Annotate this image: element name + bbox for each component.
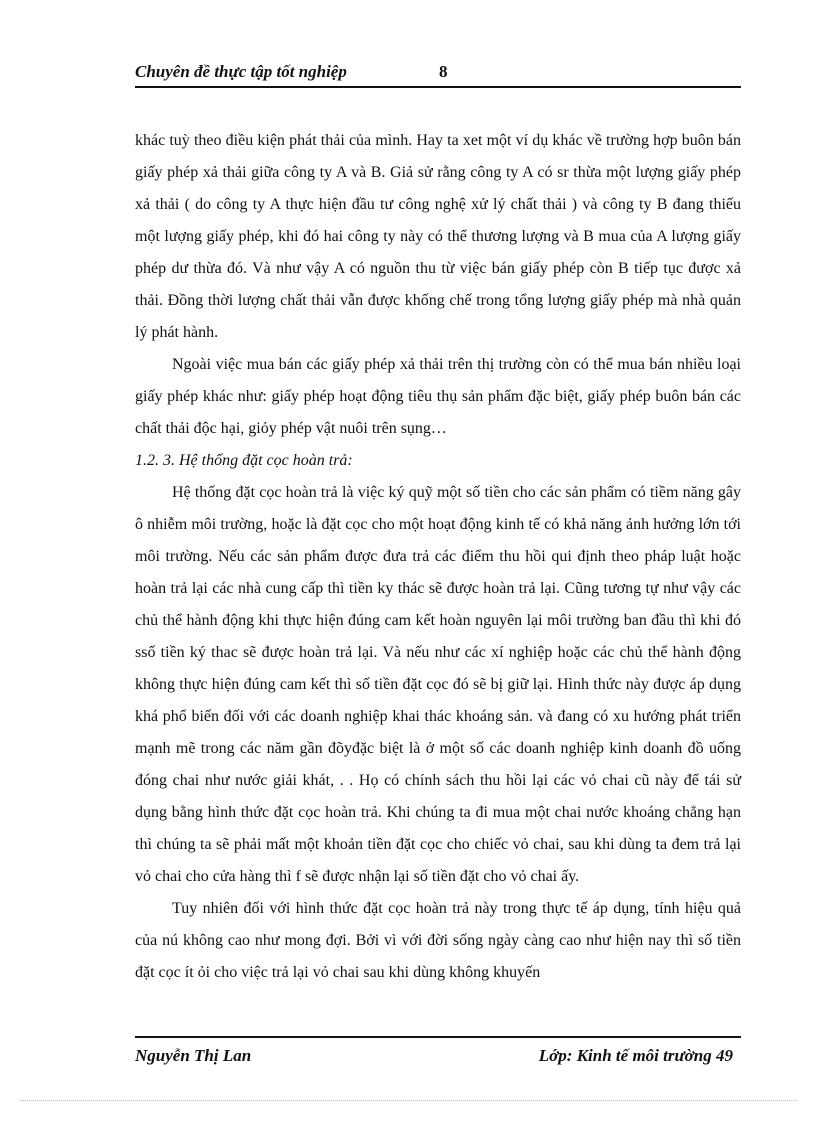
body-paragraph-4: Tuy nhiên đối với hình thức đặt cọc hoàn trả này trong thực tế áp dụng, tính hiệu quả của nú không cao như mong đợi. Bởi vì với đời sống ngày càng cao như hiện nay thì số tiền đặt cọc ít ỏi cho việc trả lại vỏ chai sau khi dùng không khuyến <box>135 900 741 981</box>
footer-author: Nguyễn Thị Lan <box>135 1046 252 1065</box>
page-header <box>135 56 741 88</box>
section-heading: 1.2. 3. Hệ thống đặt cọc hoàn trả: <box>135 452 353 469</box>
body-paragraph-3: Hệ thống đặt cọc hoàn trả là việc ký quỹ một số tiền cho các sản phẩm có tiềm năng gây ô nhiễm môi trường, hoặc là đặt cọc cho một hoạt động kinh tế có khả năng ảnh hưởng lớn tới môi trường. Nếu các sản phẩm được đưa trả các điểm thu hồi qui định theo pháp luật hoặc hoàn trả lại các nhà cung cấp thì tiền ky thác sẽ được hoàn trả lại. Cũng tương tự như vậy các chủ thể hành động khi thực hiện đúng cam kết hoàn nguyên lại môi trường ban đầu thì khi đó ssố tiền ký thac sẽ được hoàn trả lại. Và nếu như các xí nghiệp hoặc các chủ thể hành động không thực hiện đúng cam kết thì số tiền đặt cọc đó sẽ bị giữ lại. Hình thức này được áp dụng khá phổ biến đối với các doanh nghiệp khai thác khoáng sản. và đang có xu hướng phát triển mạnh mẽ trong các năm gần đõyđặc biệt là ở một số các doanh nghiệp kinh doanh đồ uống đóng chai như nước giải khát, . . Họ có chính sách thu hồi lại các vỏ chai cũ này để tái sử dụng bằng hình thức đặt cọc hoàn trả. Khi chúng ta đi mua một chai nước khoáng chẳng hạn thì chúng ta sẽ phải mất một khoản tiền đặt cọc cho chiếc vỏ chai, sau khi dùng ta đem trả lại vỏ chai cho cửa hàng thì f sẽ được nhận lại số tiền đặt cho vỏ chai ấy. <box>135 484 741 885</box>
body-paragraph-2: Ngoài việc mua bán các giấy phép xả thải trên thị trường còn có thể mua bán nhiều loại giấy phép khác như: giấy phép hoạt động tiêu thụ sản phẩm đặc biệt, giấy phép buôn bán các chất thải độc hại, giỏy phép vật nuôi trên sụng… <box>135 356 741 437</box>
page-edge-divider <box>20 1100 796 1101</box>
page-footer <box>135 1036 741 1074</box>
footer-class: Lớp: Kinh tế môi trường 49 <box>538 1046 733 1065</box>
page-number: 8 <box>439 62 448 81</box>
header-title: Chuyên đề thực tập tốt nghiệp <box>135 62 347 81</box>
body-paragraph-1: khác tuỳ theo điều kiện phát thải của mình. Hay ta xet một ví dụ khác về trường hợp buôn bán giấy phép xả thải giữa công ty A và B. Giả sử rằng công ty A có sr thừa một lượng giấy phép xả thải ( do công ty A thực hiện đầu tư công nghệ xử lý chất thải ) và công ty B đang thiếu một lượng giấy phép, khi đó hai công ty này có thể thương lượng và B mua của A lượng giấy phép dư thừa đó. Và như vậy A có nguồn thu từ việc bán giấy phép còn B tiếp tục được xả thải. Đồng thời lượng chất thải vẫn được khống chế trong tổng lượng giấy phép mà nhà quản lý phát hành. <box>135 132 741 341</box>
document-body <box>135 125 741 989</box>
